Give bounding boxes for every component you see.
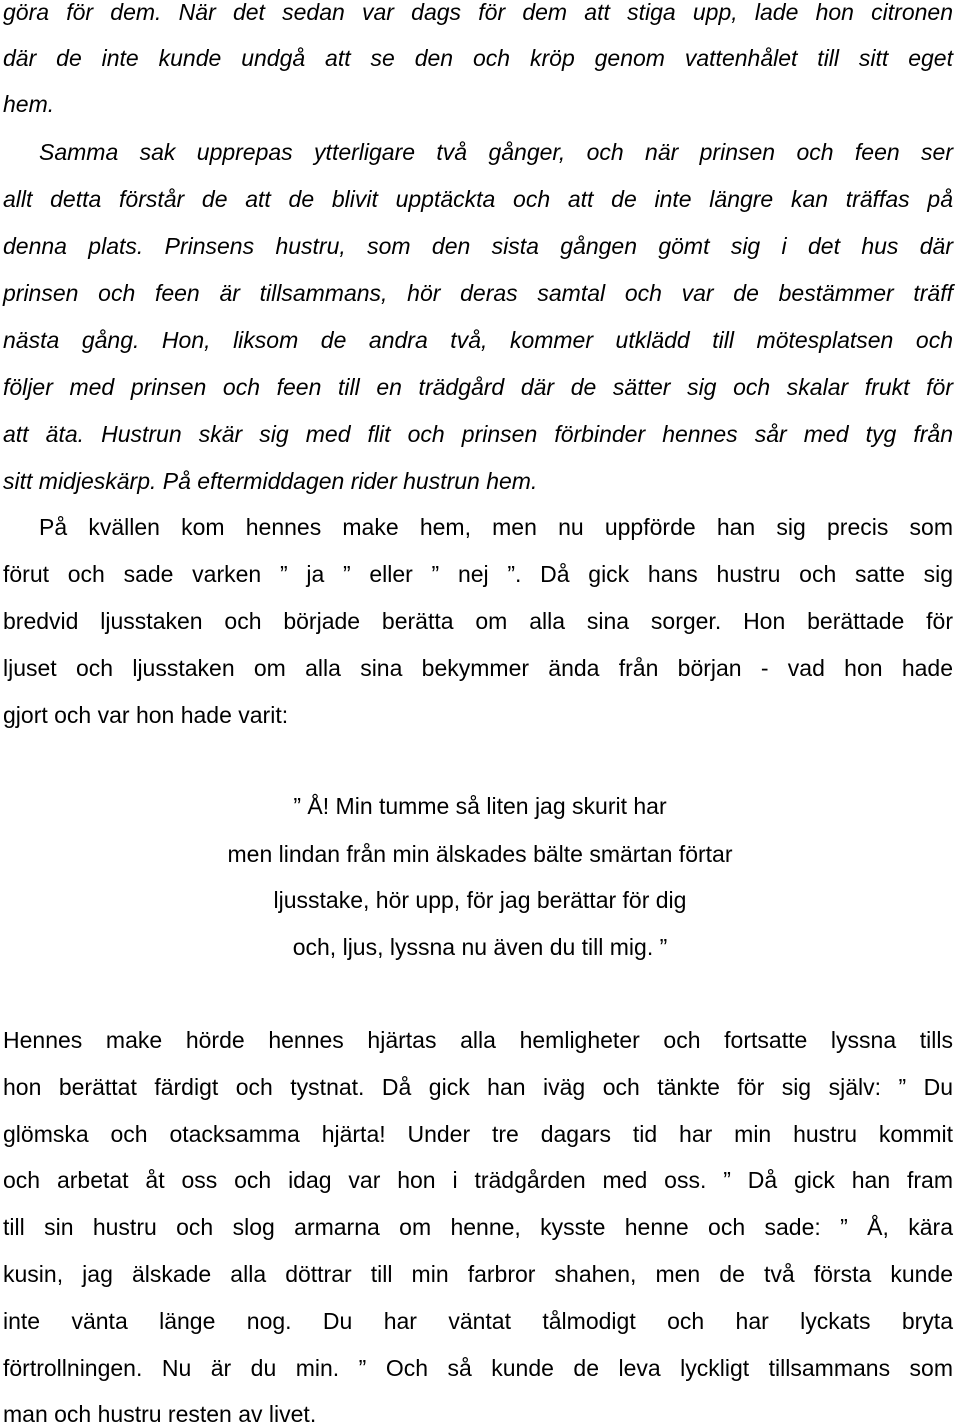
text-line: sitt midjeskärp. På eftermiddagen rider hustrun hem. [3, 468, 538, 494]
text-line: göra för dem. När det sedan var dags för dem att stiga upp, lade hon citronen [3, 0, 953, 25]
poem-line: ljusstake, hör upp, för jag berättar för dig [273, 887, 687, 913]
poem-line: men lindan från min älskades bälte smärtan förtar [227, 841, 733, 867]
text-line: kusin, jag älskade alla döttrar till min farbror shahen, men de två första kunde [3, 1261, 953, 1287]
text-line: hem. [3, 91, 55, 117]
poem-line: ” Å! Min tumme så liten jag skurit har [293, 793, 667, 819]
text-line: prinsen och feen är tillsammans, hör deras samtal och var de bestämmer träff [3, 280, 953, 306]
poem-line: och, ljus, lyssna nu även du till mig. ” [292, 934, 668, 960]
text-line: allt detta förstår de att de blivit upptäckta och att de inte längre kan träffas på [3, 186, 953, 212]
text-line: till sin hustru och slog armarna om henne, kysste henne och sade: ” Å, kära [3, 1214, 953, 1240]
text-line: inte vänta länge nog. Du har väntat tålmodigt och har lyckats bryta [3, 1308, 953, 1334]
text-line: Samma sak upprepas ytterligare två gånger, och när prinsen och feen ser [39, 139, 953, 165]
text-line: man och hustru resten av livet. [3, 1401, 317, 1425]
text-line: Hennes make hörde hennes hjärtas alla hemligheter och fortsatte lyssna tills [3, 1027, 953, 1053]
text-line: bredvid ljusstaken och började berätta om alla sina sorger. Hon berättade för [3, 608, 953, 634]
text-line: förtrollningen. Nu är du min. ” Och så kunde de leva lyckligt tillsammans som [3, 1355, 953, 1381]
text-line: nästa gång. Hon, liksom de andra två, kommer utklädd till mötesplatsen och [3, 327, 953, 353]
text-line: På kvällen kom hennes make hem, men nu uppförde han sig precis som [39, 514, 953, 540]
text-line: glömska och otacksamma hjärta! Under tre dagars tid har min hustru kommit [3, 1121, 953, 1147]
text-line: ljuset och ljusstaken om alla sina bekymmer ända från början - vad hon hade [3, 655, 953, 681]
text-line: där de inte kunde undgå att se den och kröp genom vattenhålet till sitt eget [3, 45, 953, 71]
text-line: att äta. Hustrun skär sig med flit och prinsen förbinder hennes sår med tyg från [3, 421, 953, 447]
text-line: förut och sade varken ” ja ” eller ” nej ”. Då gick hans hustru och satte sig [3, 561, 953, 587]
text-line: denna plats. Prinsens hustru, som den sista gången gömt sig i det hus där [3, 233, 953, 259]
text-line: hon berättat färdigt och tystnat. Då gick han iväg och tänkte för sig själv: ” Du [3, 1074, 953, 1100]
text-line: och arbetat åt oss och idag var hon i trädgården med oss. ” Då gick han fram [3, 1167, 953, 1193]
text-line: följer med prinsen och feen till en trädgård där de sätter sig och skalar frukt för [3, 374, 953, 400]
text-line: gjort och var hon hade varit: [3, 702, 289, 728]
